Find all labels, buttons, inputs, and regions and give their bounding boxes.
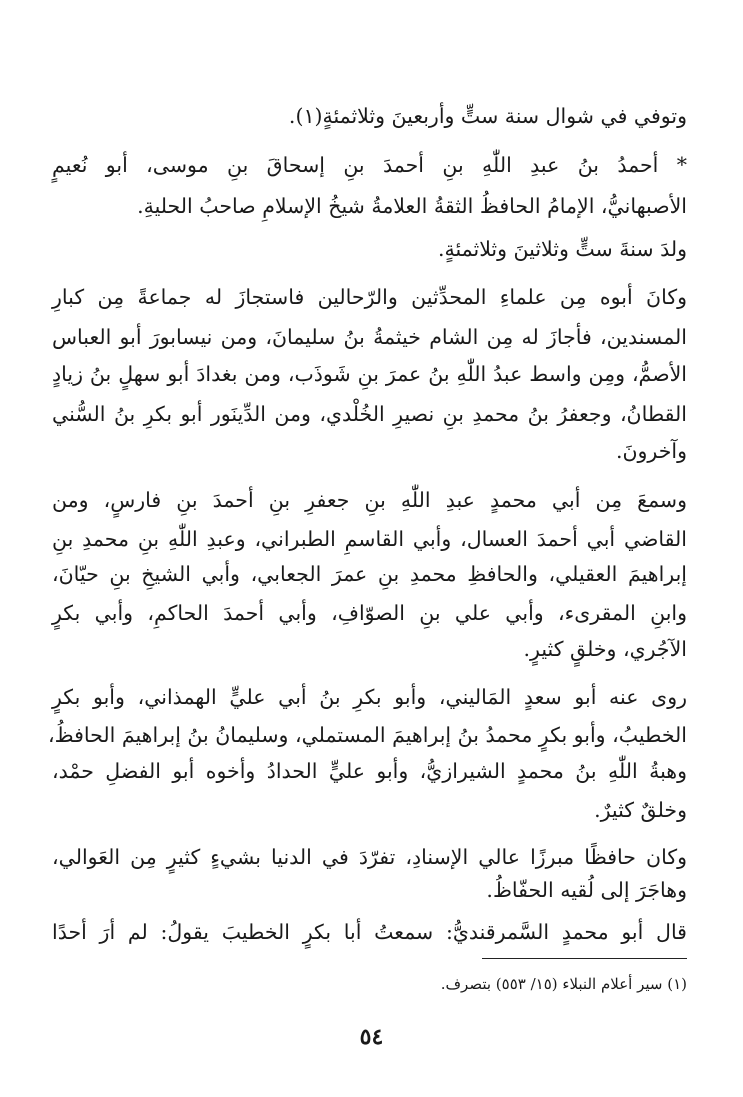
text-line: ولدَ سنةَ ستٍّ وثلاثينَ وثلاثمئةٍ. bbox=[437, 237, 687, 261]
text-line: وكانَ أبوه مِن علماءِ المحدِّثين والرّحالين فاستجازَ له جماعةً مِن كبارِ bbox=[52, 285, 687, 309]
text-line: القاضي أبي أحمدَ العسال، وأبي القاسمِ الطبراني، وعبدِ اللّٰهِ بنِ محمدِ بنِ bbox=[52, 527, 687, 551]
page-number: ٥٤ bbox=[359, 1024, 384, 1050]
text-line: روى عنه أبو سعدٍ المَاليني، وأبو بكرِ بنُ أبي عليٍّ الهمذاني، وأبو بكرٍ bbox=[52, 685, 687, 709]
text-line: وهاجَرَ إلى لُقيه الحفّاظُ. bbox=[486, 878, 687, 902]
text-line: وآخرونَ. bbox=[615, 439, 687, 463]
text-line: قال أبو محمدٍ السَّمرقنديُّ: سمعتُ أبا بكرٍ الخطيبَ يقولُ: لم أرَ أحدًا bbox=[52, 920, 687, 944]
footnote-divider bbox=[482, 958, 687, 959]
text-line: إبراهيمَ العقيلي، والحافظِ محمدِ بنِ عمرَ الجعابي، وأبي الشيخِ بنِ حيّانَ، bbox=[52, 562, 687, 586]
footnote: (١) سير أعلام النبلاء (١٥/ ٥٥٣) بتصرف. bbox=[440, 975, 687, 993]
text-line: الخطيبُ، وأبو بكرٍ محمدُ بنُ إبراهيمَ المستملي، وسليمانُ بنُ إبراهيمَ الحافظُ، bbox=[48, 723, 687, 747]
text-line: الأصبهانيُّ، الإمامُ الحافظُ الثقةُ العلامةُ شيخُ الإسلامِ صاحبُ الحليةِ. bbox=[137, 194, 687, 218]
text-line: القطانُ، وجعفرُ بنُ محمدِ بنِ نصيرِ الخُلْدي، ومن الدِّينَور أبو بكرِ بنُ السُّني bbox=[52, 402, 687, 426]
text-line: الآجُري، وخلقٍ كثيرٍ. bbox=[523, 637, 687, 661]
text-line: وسمعَ مِن أبي محمدٍ عبدِ اللّٰهِ بنِ جعفرِ بنِ أحمدَ بنِ فارسٍ، ومن bbox=[52, 488, 687, 512]
text-line: الأصمُّ، ومِن واسط عبدُ اللّٰهِ بنُ عمرَ بنِ شَوذَب، ومن بغدادَ أبو سهلٍ بنُ زيادٍ bbox=[52, 362, 687, 386]
text-line: وابنِ المقرىء، وأبي علي بنِ الصوّافِ، وأبي أحمدَ الحاكمِ، وأبي بكرٍ bbox=[52, 601, 687, 625]
text-line: وهبةُ اللّٰهِ بنُ محمدٍ الشيرازيُّ، وأبو عليٍّ الحدادُ وأخوه أبو الفضلِ حمْد، bbox=[52, 759, 687, 783]
text-line: وخلقٌ كثيرٌ. bbox=[594, 798, 687, 822]
entry-heading-line: * أحمدُ بنُ عبدِ اللّٰهِ بنِ أحمدَ بنِ إسحاقَ بنِ موسى، أبو نُعيمٍ bbox=[52, 153, 687, 177]
text-line: وتوفي في شوال سنة ستٍّ وأربعينَ وثلاثمئةٍ(١). bbox=[288, 104, 687, 128]
text-line: المسندين، فأجازَ له مِن الشام خيثمةُ بنُ سليمانَ، ومن نيسابورَ أبو العباس bbox=[52, 325, 687, 349]
text-line: وكان حافظًا مبرزًا عالي الإسنادِ، تفرّدَ في الدنيا بشيءٍ كثيرٍ مِن العَوالي، bbox=[52, 845, 687, 869]
